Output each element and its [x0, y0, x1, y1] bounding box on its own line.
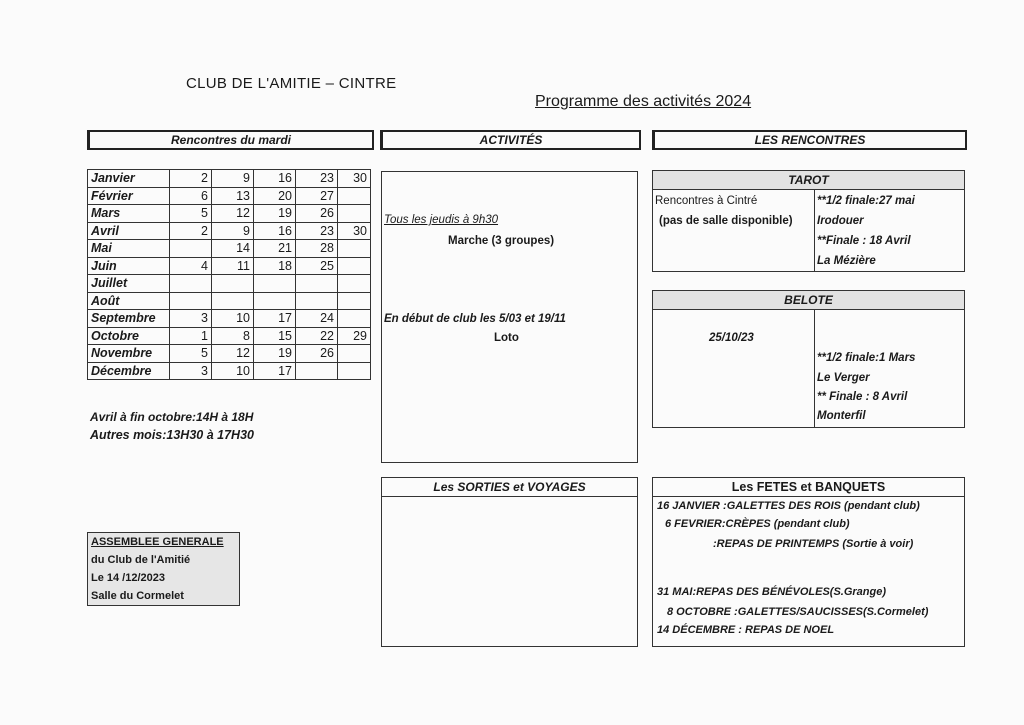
activites-header: ACTIVITÉS: [380, 130, 641, 150]
calendar-day: 17: [254, 362, 296, 380]
calendar-day: 18: [254, 257, 296, 275]
calendar-month: Décembre: [88, 362, 170, 380]
calendar-day: 28: [296, 240, 338, 258]
fetes-box: [652, 477, 965, 647]
fete-item-2: 6 FEVRIER:CRÈPES (pendant club): [665, 518, 850, 530]
calendar-day: 19: [254, 205, 296, 223]
belote-box: [652, 290, 965, 428]
calendar-day: [338, 362, 371, 380]
calendar-day: 12: [212, 345, 254, 363]
hours-note-summer: Avril à fin octobre:14H à 18H: [90, 410, 254, 424]
club-title: CLUB DE L'AMITIE – CINTRE: [186, 75, 397, 92]
calendar-day: 30: [338, 170, 371, 188]
activites-box: [381, 171, 638, 463]
calendar-day: 5: [170, 345, 212, 363]
sorties-box: [381, 477, 638, 647]
fete-item-3: :REPAS DE PRINTEMPS (Sortie à voir): [713, 538, 914, 550]
calendar-month: Octobre: [88, 327, 170, 345]
calendar-day: [212, 292, 254, 310]
calendar-day: 16: [254, 222, 296, 240]
rencontres-mardi-header: Rencontres du mardi: [87, 130, 374, 150]
calendar-row: [88, 187, 371, 205]
calendar-day: 19: [254, 345, 296, 363]
calendar-day: 30: [338, 222, 371, 240]
calendar-row: [88, 170, 371, 188]
calendar-month: Août: [88, 292, 170, 310]
calendar-month: Novembre: [88, 345, 170, 363]
belote-right-2: Le Verger: [817, 372, 870, 384]
calendar-day: 3: [170, 362, 212, 380]
calendar-day: [338, 345, 371, 363]
assemblee-title: ASSEMBLEE GENERALE: [91, 536, 224, 548]
calendar-row: [88, 345, 371, 363]
calendar-day: 21: [254, 240, 296, 258]
calendar-day: 16: [254, 170, 296, 188]
belote-date: 25/10/23: [709, 332, 754, 344]
sorties-title: Les SORTIES et VOYAGES: [382, 478, 637, 497]
calendar-day: [296, 275, 338, 293]
activites-loto-dates: En début de club les 5/03 et 19/11: [384, 313, 566, 325]
calendar-month: Janvier: [88, 170, 170, 188]
calendar-row: [88, 292, 371, 310]
belote-right-1: **1/2 finale:1 Mars: [817, 352, 916, 364]
calendar-day: 20: [254, 187, 296, 205]
calendar-day: [338, 187, 371, 205]
calendar-day: 3: [170, 310, 212, 328]
calendar-day: 11: [212, 257, 254, 275]
fetes-title: Les FETES et BANQUETS: [653, 478, 964, 497]
calendar-day: [254, 275, 296, 293]
calendar-day: 4: [170, 257, 212, 275]
assemblee-line-1: du Club de l'Amitié: [91, 554, 191, 566]
calendar-day: 17: [254, 310, 296, 328]
calendar-row: [88, 275, 371, 293]
calendar-day: 5: [170, 205, 212, 223]
calendar-day: 1: [170, 327, 212, 345]
activites-marche: Marche (3 groupes): [448, 235, 555, 247]
calendar-day: [254, 292, 296, 310]
calendar-day: [170, 275, 212, 293]
belote-divider: [814, 310, 815, 427]
calendar-row: [88, 222, 371, 240]
tarot-right-2: Irodouer: [817, 215, 864, 227]
tarot-left-2: (pas de salle disponible): [659, 215, 793, 227]
calendar-day: 2: [170, 222, 212, 240]
activites-thursday: Tous les jeudis à 9h30: [384, 214, 499, 226]
calendar-day: 27: [296, 187, 338, 205]
calendar-row: [88, 257, 371, 275]
calendar-row: [88, 310, 371, 328]
calendar-row: [88, 240, 371, 258]
calendar-day: 9: [212, 170, 254, 188]
fete-item-6: 14 DÉCEMBRE : REPAS DE NOEL: [657, 624, 835, 636]
calendar-day: [338, 275, 371, 293]
assemblee-line-2: Le 14 /12/2023: [91, 572, 166, 584]
calendar-day: [212, 275, 254, 293]
program-title: Programme des activités 2024: [535, 93, 752, 110]
tarot-box: [652, 170, 965, 272]
fete-item-4: 31 MAI:REPAS DES BÉNÉVOLES(S.Grange): [657, 586, 887, 598]
belote-right-4: Monterfil: [817, 410, 866, 422]
activites-loto: Loto: [494, 332, 519, 344]
calendar-day: 25: [296, 257, 338, 275]
calendar-month: Septembre: [88, 310, 170, 328]
belote-title: BELOTE: [653, 291, 964, 310]
calendar-day: [296, 292, 338, 310]
calendar-month: Février: [88, 187, 170, 205]
calendar-day: 24: [296, 310, 338, 328]
calendar-day: 12: [212, 205, 254, 223]
calendar-day: [170, 292, 212, 310]
tarot-divider: [814, 190, 815, 271]
assemblee-box: [87, 532, 240, 606]
tarot-right-3: **Finale : 18 Avril: [817, 235, 911, 247]
calendar-day: [170, 240, 212, 258]
tarot-left-1: Rencontres à Cintré: [655, 195, 758, 207]
calendar-month: Juillet: [88, 275, 170, 293]
calendar-month: Avril: [88, 222, 170, 240]
calendar-day: 23: [296, 222, 338, 240]
calendar-day: [338, 292, 371, 310]
assemblee-line-3: Salle du Cormelet: [91, 590, 184, 602]
calendar-day: 29: [338, 327, 371, 345]
fete-item-1: 16 JANVIER :GALETTES DES ROIS (pendant club): [657, 500, 920, 512]
tarot-right-1: **1/2 finale:27 mai: [817, 195, 915, 207]
calendar-day: 26: [296, 205, 338, 223]
tuesday-calendar-table: [87, 169, 371, 380]
calendar-month: Mai: [88, 240, 170, 258]
calendar-day: 23: [296, 170, 338, 188]
calendar-day: [338, 205, 371, 223]
calendar-day: 15: [254, 327, 296, 345]
calendar-row: [88, 327, 371, 345]
tarot-right-4: La Mézière: [817, 255, 876, 267]
calendar-day: [338, 310, 371, 328]
les-rencontres-header: LES RENCONTRES: [652, 130, 967, 150]
calendar-day: 8: [212, 327, 254, 345]
calendar-day: 6: [170, 187, 212, 205]
calendar-day: 2: [170, 170, 212, 188]
calendar-day: 10: [212, 310, 254, 328]
calendar-row: [88, 362, 371, 380]
tarot-title: TAROT: [653, 171, 964, 190]
calendar-day: 26: [296, 345, 338, 363]
calendar-month: Mars: [88, 205, 170, 223]
calendar-day: 14: [212, 240, 254, 258]
fete-item-5: 8 OCTOBRE :GALETTES/SAUCISSES(S.Cormelet): [667, 606, 929, 618]
calendar-day: 22: [296, 327, 338, 345]
calendar-day: 10: [212, 362, 254, 380]
belote-right-3: ** Finale : 8 Avril: [817, 391, 908, 403]
calendar-day: 9: [212, 222, 254, 240]
calendar-row: [88, 205, 371, 223]
calendar-day: [338, 257, 371, 275]
calendar-day: 13: [212, 187, 254, 205]
calendar-day: [296, 362, 338, 380]
calendar-month: Juin: [88, 257, 170, 275]
hours-note-other: Autres mois:13H30 à 17H30: [90, 428, 254, 442]
calendar-day: [338, 240, 371, 258]
